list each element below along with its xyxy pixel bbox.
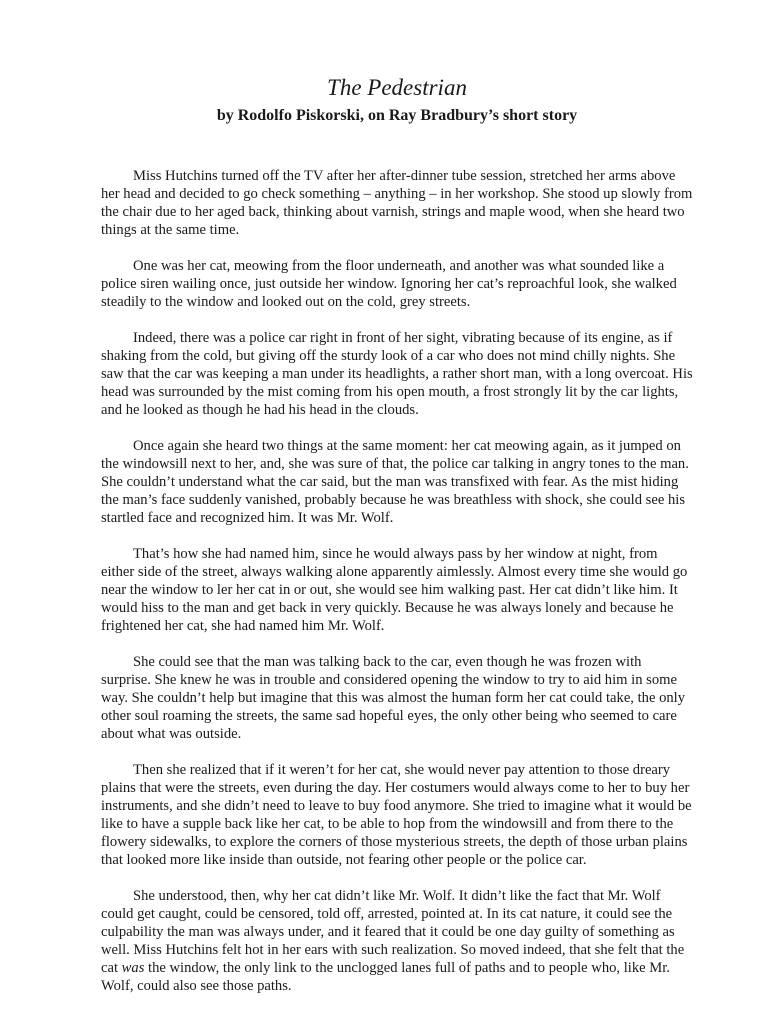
document-subtitle: by Rodolfo Piskorski, on Ray Bradbury’s short story [216,107,578,124]
paragraph-5: That’s how she had named him, since he would always pass by her window at night, from either side of the street, always walking alone apparently aimlessly. Almost every time she would go near the window to ler her cat in or out, she would see him walking past. Her cat didn’t like him. It would hiss to the man and get back in very quickly. Because he was always lonely and because he frightened her cat, she had named him Mr. Wolf. [101,546,688,634]
paragraph-4: Once again she heard two things at the same moment: her cat meowing again, as it jumped on the windowsill next to her, and, she was sure of that, the police car talking in angry tones to the man. She couldn’t understand what the car said, but the man was transfixed with fear. As the mist hiding the man’s face suddenly vanished, probably because he was breathless with shock, she could see his startled face and recognized him. It was Mr. Wolf. [101,438,689,526]
paragraph-8-emphasis: was [121,960,145,976]
document-body [101,167,693,995]
paragraph-8-text-end: the window, the only link to the unclogged lanes full of paths and to people who, like Mr. Wolf, could also see those paths. [101,960,670,994]
paragraph-1: Miss Hutchins turned off the TV after her after-dinner tube session, stretched her arms above her head and decided to go check something – anything – in her workshop. She stood up slowly from the chair due to her aged back, thinking about varnish, strings and maple wood, when she heard two things at the same time. [101,168,693,238]
document-page [101,74,693,1013]
paragraph-8-text-start: She understood, then, why her cat didn’t like Mr. Wolf. It didn’t like the fact that Mr. Wolf could get caught, could be censored, told off, arrested, pointed at. In its cat nature, it could see the culpability the man was always under, and it feared that it could be one day guilty of something as well. Miss Hutchins felt hot in her ears with such realization. So moved indeed, that she felt that the cat [101,888,685,976]
paragraph-7: Then she realized that if it weren’t for her cat, she would never pay attention to those dreary plains that were the streets, even during the day. Her costumers would always come to her to buy her instruments, and she didn’t need to leave to buy food anymore. She tried to imagine what it would be like to have a supple back like her cat, to be able to hop from the windowsill and from there to the flowery sidewalks, to explore the corners of those mysterious streets, the depth of those urban plains that looked more like inside than outside, not fearing other people or the police car. [101,762,692,868]
paragraph-3: Indeed, there was a police car right in front of her sight, vibrating because of its engine, as if shaking from the cold, but giving off the sturdy look of a car who does not mind chilly nights. She saw that the car was keeping a man under its headlights, a rather short man, with a long overcoat. His head was surrounded by the mist coming from his open mouth, a frost strongly lit by the car lights, and he looked as though he had his head in the clouds. [101,330,693,418]
paragraph-6: She could see that the man was talking back to the car, even though he was frozen with surprise. She knew he was in trouble and considered opening the window to try to aid him in some way. She couldn’t help but imagine that this was almost the human form her cat could take, the only other soul roaming the streets, the same sad hopeful eyes, the only other being who seemed to care about what was outside. [101,654,686,742]
document-title: The Pedestrian [327,75,467,100]
paragraph-8 [101,887,693,995]
paragraph-2: One was her cat, meowing from the floor underneath, and another was what sounded like a police siren wailing once, just outside her window. Ignoring her cat’s reproachful look, she walked steadily to the window and looked out on the cold, grey streets. [101,258,677,310]
